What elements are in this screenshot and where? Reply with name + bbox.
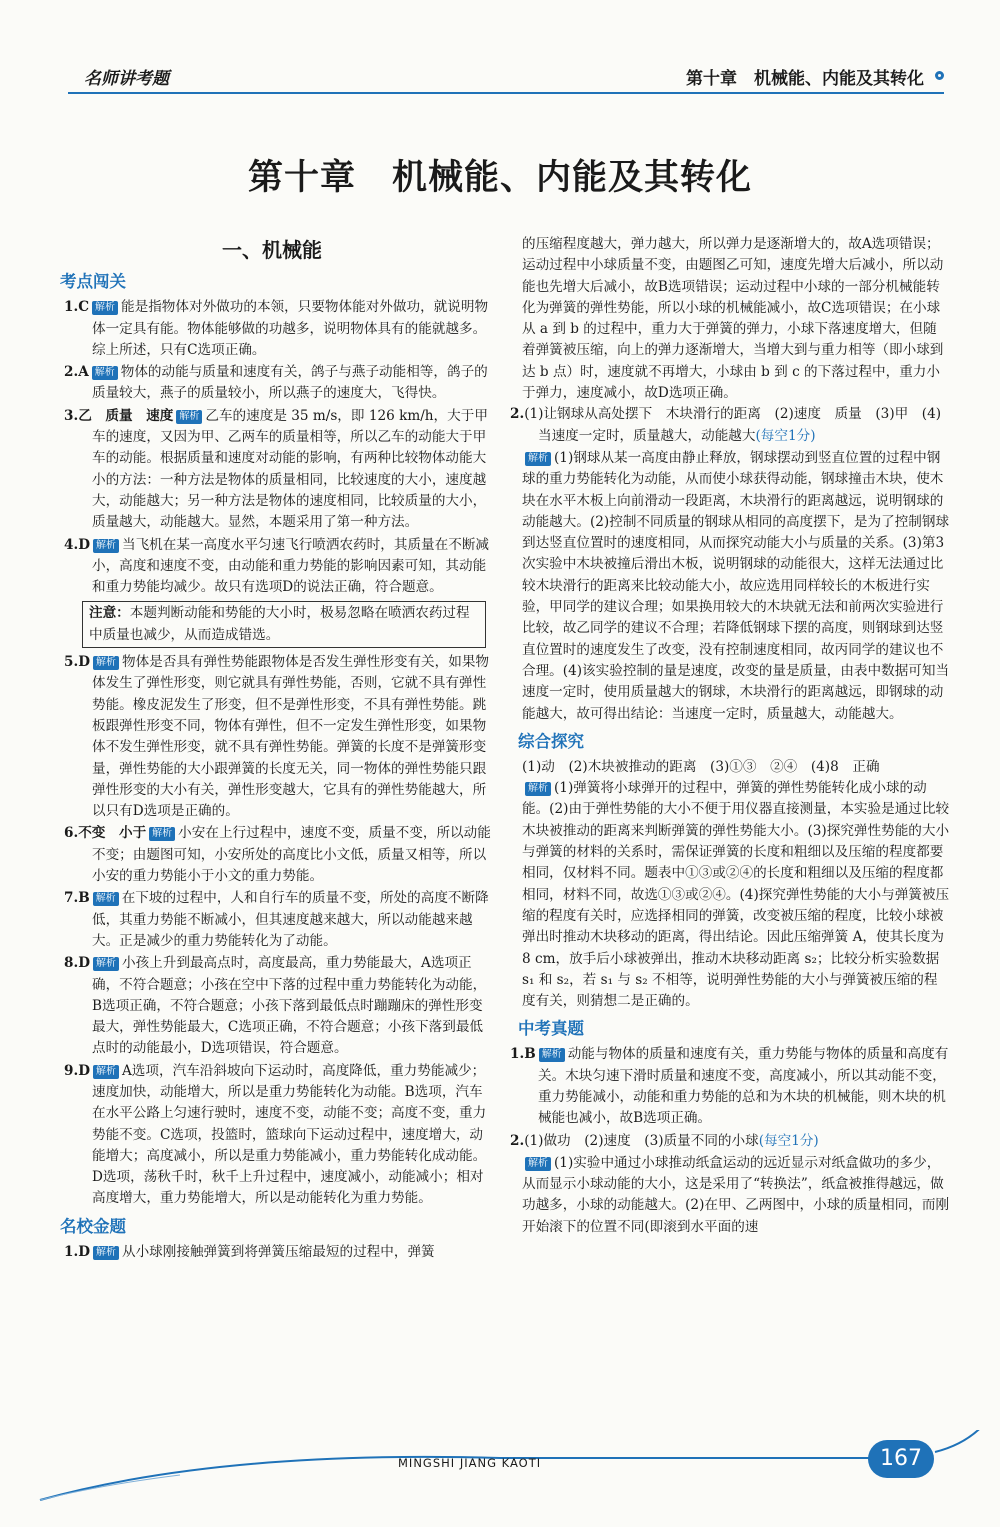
header-right: 第十章 机械能、内能及其转化 <box>686 69 924 89</box>
answer-text: 小孩上升到最高点时，高度最高，重力势能最大，A选项正确，不符合题意；小孩在空中下落的过程中重力势能转化为动能，B选项正确，不符合题意；小孩下落到最低点时蹦蹦床的弹性形变最大，弹性势能最大，C选项正确，不符合题意；小孩下落到最低点时的动能最小，D选项错误，符合题意。 <box>92 955 487 1057</box>
section-heading-mingxiao: 名校金题 <box>60 1216 126 1236</box>
answer-item <box>510 404 950 447</box>
answer-number: 7.B <box>64 890 90 907</box>
footer-wave <box>0 1430 1000 1527</box>
analysis-block <box>522 778 950 1012</box>
answer-number: 8.D <box>64 955 90 972</box>
right-column <box>510 234 950 1238</box>
answer-text: 从小球刚接触弹簧到将弹簧压缩最短的过程中，弹簧 <box>121 1243 435 1260</box>
analysis-tag: 解析 <box>93 892 119 906</box>
answer-item <box>64 362 492 405</box>
chapter-title: 第十章 机械能、内能及其转化 <box>247 158 752 198</box>
answer-item <box>64 297 492 361</box>
note-text: 本题判断动能和势能的大小时，极易忽略在喷洒农药过程中质量也减少，从而造成错选。 <box>89 605 470 643</box>
analysis-tag: 解析 <box>93 656 119 670</box>
analysis-tag: 解析 <box>92 366 118 380</box>
answer-text: 物体的动能与质量和速度有关，鸽子与燕子动能相等，鸽子的质量较大，燕子的质量较小，所以燕子的速度大，飞得快。 <box>92 364 488 402</box>
analysis-tag: 解析 <box>92 301 118 315</box>
answer-item <box>64 1061 492 1210</box>
answer-text: 能是指物体对外做功的本领，只要物体能对外做功，就说明物体一定具有能。物体能够做的功越多，说明物体具有的能就越多。综上所述，只有C选项正确。 <box>92 299 489 358</box>
answer-key: (1)让钢球从高处摆下 木块滑行的距离 (2)速度 质量 (3)甲 (4)当速度一定时，质量越大，动能越大 <box>524 406 942 444</box>
left-column <box>52 240 492 1264</box>
page-number: 167 <box>868 1440 934 1478</box>
answer-item <box>64 953 492 1059</box>
header-dot-icon <box>935 71 944 80</box>
answer-item <box>510 1131 950 1152</box>
score-note: (每空1分) <box>758 1132 819 1149</box>
analysis-tag: 解析 <box>525 1157 551 1171</box>
answer-number: 3.乙 质量 速度 <box>64 407 174 424</box>
answer-number: 4.D <box>64 536 90 553</box>
analysis-text: (1)实验中通过小球推动纸盒运动的远近显示对纸盒做功的多少，从而显示小球动能的大小，这是采用了“转换法”，纸盒被推得越远，做功越多，小球的动能越大。(2)在甲、乙两图中，小球的质量相同，而刚开始滚下的位置不同(即滚到水平面的速 <box>522 1154 950 1235</box>
answer-number: 1.C <box>64 299 90 316</box>
continued-text: 的压缩程度越大，弹力越大，所以弹力是逐渐增大的，故A选项错误；运动过程中小球质量不变，由题图乙可知，速度先增大后减小，所以动能也先增大后减小，故B选项错误；运动过程中小球的一部分机械能转化为弹簧的弹性势能，所以小球的机械能减小，故C选项错误；在小球从 a 到 b 的过程中，重力大于弹簧的弹力，小球下落速度增大，但随着弹簧被压缩，向上的弹力逐渐增大，当增大到与重力相等（即小球到达 b 点）时，速度就不再增大，小球由 b 到 c 的下落过程中，重力小于弹力，速度减小，故D选项正确。 <box>522 236 944 402</box>
analysis-tag: 解析 <box>149 827 175 841</box>
answer-number: 1.D <box>64 1243 90 1260</box>
analysis-tag: 解析 <box>93 539 119 553</box>
answer-item <box>64 535 492 599</box>
answer-text: 乙车的速度是 35 m/s，即 126 km/h，大于甲车的速度，又因为甲、乙两车的质量相等，所以乙车的动能大于甲车的动能。根据质量和速度对动能的影响，有两种比较物体动能大小的方法：一种方法是物体的质量相同，比较速度的大小，速度越大，动能越大；另一种方法是物体的速度相同，比较质量的大小，质量越大，动能越大。显然，本题采用了第一种方法。 <box>92 407 488 531</box>
section-heading-kaodian: 考点闯关 <box>60 272 126 292</box>
answer-key: (1)动 (2)木块被推动的距离 (3)①③ ②④ (4)8 正确 <box>522 758 880 775</box>
analysis-block <box>522 448 950 725</box>
analysis-tag: 解析 <box>93 957 119 971</box>
answer-number: 2.A <box>64 364 89 381</box>
answer-number: 6.不变 小于 <box>64 825 147 842</box>
analysis-tag: 解析 <box>539 1048 565 1062</box>
analysis-tag: 解析 <box>93 1065 119 1079</box>
answer-number: 5.D <box>64 654 90 671</box>
answer-item <box>510 1044 950 1129</box>
answer-text: 物体是否具有弹性势能跟物体是否发生弹性形变有关，如果物体发生了弹性形变，则它就具有弹性势能，否则，它就不具有弹性势能。橡皮泥发生了形变，但不是弹性形变，不具有弹性势能。跳板跟弹性形变不同，物体有弹性，但不一定发生弹性形变，如果物体不发生弹性形变，就不具有弹性势能。弹簧的长度不是弹簧形变量，弹性势能的大小跟弹簧的长度无关，同一物体的弹性势能只跟弹性形变的大小有关，弹性形变越大，它具有的弹性势能越大，所以只有D选项是正确的。 <box>92 654 490 820</box>
analysis-tag: 解析 <box>525 782 551 796</box>
answer-text: 动能与物体的质量和速度有关，重力势能与物体的质量和高度有关。木块匀速下滑时质量和速度不变，高度减小，所以其动能不变，重力势能减小，动能和重力势能的总和为木块的机械能，则木块的机械能也减小，故B选项正确。 <box>538 1046 949 1127</box>
answer-key: (1)做功 (2)速度 (3)质量不同的小球 <box>524 1132 759 1149</box>
answer-number: 1.B <box>510 1046 536 1063</box>
section-heading-zhongkao: 中考真题 <box>518 1019 584 1039</box>
answer-item <box>64 1242 492 1263</box>
analysis-tag: 解析 <box>93 1246 119 1260</box>
answer-text: 当飞机在某一高度水平匀速飞行喷洒农药时，其质量在不断减小，高度和速度不变，由动能和重力势能的影响因素可知，其动能和重力势能均减少。故只有选项D的说法正确，符合题意。 <box>92 536 490 596</box>
header-divider <box>68 92 944 94</box>
answer-item <box>64 823 492 887</box>
answer-number: 9.D <box>64 1062 90 1079</box>
section-heading-zonghe: 综合探究 <box>518 731 584 751</box>
note-label: 注意： <box>89 605 130 622</box>
answer-item <box>64 652 492 822</box>
answer-text: 小安在上行过程中，速度不变，质量不变，所以动能不变；由题图可知，小安所处的高度比小文低，质量又相等，所以小安的重力势能小于小文的重力势能。 <box>92 825 491 885</box>
answer-text: A选项，汽车沿斜坡向下运动时，高度降低，重力势能减少；速度加快，动能增大，所以是重力势能转化为动能。B选项，汽车在水平公路上匀速行驶时，速度不变，动能不变；高度不变，重力势能不变。C选项，投篮时，篮球向下运动过程中，速度增大，动能增大；高度减小，所以是重力势能减小，重力势能转化成动能。D选项，荡秋千时，秋千上升过程中，速度减小，动能减小；相对高度增大，重力势能增大，所以是动能转化为重力势能。 <box>92 1062 487 1207</box>
answer-item <box>64 888 492 952</box>
answer-text: 在下坡的过程中，人和自行车的质量不变，所处的高度不断降低，其重力势能不断减小，但其速度越来越大，所以动能越来越大。正是减少的重力势能转化为了动能。 <box>92 890 489 949</box>
answer-item <box>64 406 492 534</box>
footer-brand: MINGSHI JIANG KAOTI <box>398 1456 542 1470</box>
answer-number: 2. <box>510 406 525 423</box>
section-subtitle: 一、机械能 <box>222 238 322 262</box>
header-left: 名师讲考题 <box>84 69 169 89</box>
analysis-block <box>522 1153 950 1238</box>
analysis-text: (1)弹簧将小球弹开的过程中，弹簧的弹性势能转化成小球的动能。(2)由于弹性势能的大小不便于用仪器直接测量，本实验是通过比较木块被推动的距离来判断弹簧的弹性势能大小。(3)探究弹性势能的大小与弹簧的材料的关系时，需保证弹簧的长度和粗细以及压缩的程度都要相同，仅材料不同。题表中①③或②④的长度和粗细以及压缩的程度都相同，材料不同，故选①③或②④。(4)探究弹性势能的大小与弹簧被压缩的程度有关时，应选择相同的弹簧，改变被压缩的程度，比较小球被弹出时推动木块移动的距离，得出结论。因此压缩弹簧 A，使其长度为 8 cm，放手后小球被弹出，推动木块移动距离 s₂；比较分析实验数据 s₁ 和 s₂，若 s₁ 与 s₂ 不相等，说明弹性势能的大小与弹簧被压缩的程度有关，则猜想二是正确的。 <box>522 780 950 1010</box>
note-box <box>82 601 486 648</box>
answer-number: 2. <box>510 1132 525 1149</box>
analysis-tag: 解析 <box>176 410 202 424</box>
analysis-text: (1)钢球从某一高度由静止释放，钢球摆动到竖直位置的过程中钢球的重力势能转化为动能，从而使小球获得动能，钢球撞击木块，使木块在水平木板上向前滑动一段距离，木块滑行的距离越远，说明钢球的动能越大。(2)控制不同质量的钢球从相同的高度摆下，是为了控制钢球到达竖直位置时的速度相同，从而探究动能大小与质量的关系。(3)第3次实验中木块被撞后滑出木板，说明钢球的动能很大，这样无法通过比较木块滑行的距离来比较动能大小，故应选用同样较长的木板进行实验，甲同学的建议合理；如果换用较大的木块就无法和前两次实验进行比较，故乙同学的建议不合理；若降低钢球下摆的高度，则钢球到达竖直位置时的速度发生了改变，没有控制速度相同，故丙同学的建议也不合理。(4)该实验控制的量是速度，改变的量是质量，由表中数据可知当速度一定时，使用质量越大的钢球，木块滑行的距离越远，即钢球的动能越大，故可得出结论：当速度一定时，质量越大，动能越大。 <box>522 449 950 722</box>
analysis-tag: 解析 <box>525 452 551 466</box>
score-note: (每空1分) <box>755 427 816 444</box>
